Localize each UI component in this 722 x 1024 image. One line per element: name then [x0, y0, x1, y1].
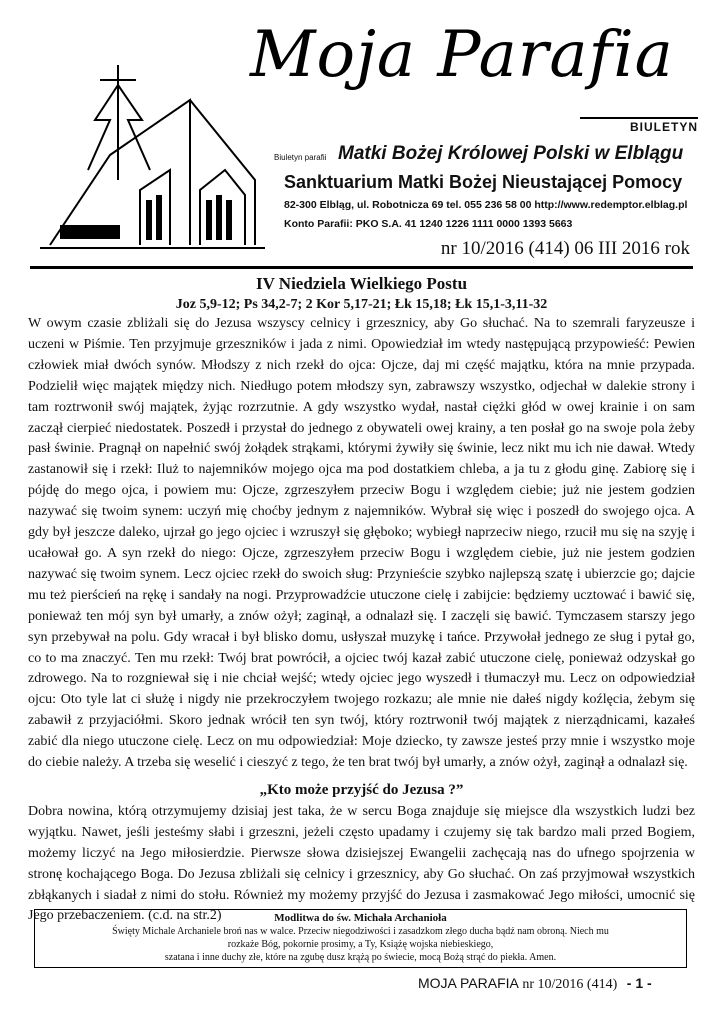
section-title: „Kto może przyjść do Jezusa ?”: [259, 781, 464, 798]
footer-publication: MOJA PARAFIA: [418, 975, 519, 991]
prayer-box: [34, 909, 687, 968]
reflection-text: Dobra nowina, którą otrzymujemy dzisiaj jest taka, że w sercu Boga znajduje się miejsce dla wszystkich ludzi bez wyjątku. Nawet, jeśli jesteśmy słabi i grzeszni, jeżeli często upadamy i czujemy się tak bardzo mali przed Bogiem, możemy liczyć na Jego miłosierdzie. Pierwsze słowa dzisiejszej Ewangelii zachęcają nas do ufnego spojrzenia w stronę kochającego Boga. Do Jezusa zbliżali się celnicy i grzesznicy, aby Go słuchać. On zaś przyjmował wszystkich zbłąkanych i siadał z nimi do stołu. Również my możemy przyjść do Jezusa i zasmakować Jego miłości, umocnić się Jego przebaczeniem. (c.d. na str.2): [28, 803, 695, 924]
header-divider: [30, 266, 693, 269]
scripture-references: Joz 5,9-12; Ps 34,2-7; 2 Kor 5,17-21; Łk 15,18; Łk 15,1-3,11-32: [175, 297, 548, 312]
prayer-line: szatana i inne duchy złe, które na zgubę dusz krążą po świecie, mocą Bożą strąć do piekła. Amen.: [164, 952, 557, 963]
page-number: - 1 -: [626, 975, 652, 991]
gospel-text: W owym czasie zbliżali się do Jezusa wszyscy celnicy i grzesznicy, aby Go słuchać. Na to szemrali faryzeusze i uczeni w Piśmie. Ten przyjmuje grzeszników i jada z nimi. Opowiedział im wtedy następującą przypowieść: Pewien człowiek miał dwóch synów. Młodszy z nich rzekł do ojca: Ojcze, daj mi część majątku, która na mnie przypada. Podzielił więc majątek między nich. Niedługo potem młodszy syn, zabrawszy wszystko, odjechał w dalekie strony i tam roztrwonił swój majątek, żyjąc rozrzutnie. A gdy wszystko wydał, nastał ciężki głód w owej krainie i on sam zaczął cierpieć niedostatek. Poszedł i przystał do jednego z obywateli owej krainy, a ten posłał go na swoje pola żeby pasł świnie. Pragnął on napełnić swój żołądek strąkami, którymi żywiły się świnie, lecz nikt mu ich nie dawał. Wtedy zastanowił się i rzekł: Iluż to najemników mojego ojca ma pod dostatkiem chleba, a ja tu z głodu ginę. Zabiorę się i pójdę do mego ojca, i powiem mu: Ojcze, zgrzeszyłem przeciw Bogu i względem ciebie; już nie jestem godzien nazywać się twoim synem: uczyń mię choćby jednym z najemników. Wybrał się więc i poszedł do swojego ojca. A gdy był jeszcze daleko, ujrzał go jego ojciec i wzruszył się głęboko; wybiegł naprzeciw niego, rzucił mu się na szyję i ucałował go. A syn rzekł do niego: Ojcze, zgrzeszyłem przeciw Bogu i względem ciebie, już nie jestem godzien nazywać się twoim synem. Lecz ojciec rzekł do swoich sług: Przynieście szybko najlepszą szatę i ubierzcie go; dajcie mu też pierścień na rękę i sandały na nogi. Przyprowadźcie utuczone cielę i zabijcie: będziemy ucztować i bawić się, ponieważ ten mój syn był umarły, a znów ożył; zaginął, a odnalazł się. I zaczęli się bawić. Tymczasem starszy jego syn przebywał na polu. Gdy wracał i był blisko domu, usłyszał muzykę i tańce. Przywołał jednego ze sług i pytał go, co to ma znaczyć. Ten mu rzekł: Twój brat powrócił, a ojciec twój kazał zabić utuczone cielę, ponieważ odzyskał go zdrowego. Na to rozgniewał się i nie chciał wejść; wtedy ojciec jego wyszedł i tłumaczył mu. Lecz on odpowiedział ojcu: Oto tyle lat ci służę i nigdy nie przekroczyłem twojego rozkazu; ale mnie nie dałeś nigdy koźlęcia, żebym się zabawił z przyjaciółmi. Skoro jednak wrócił ten syn twój, który roztrwonił twój majątek z nierządnicami, kazałeś zabić dla niego utuczone cielę. Lecz on mu odpowiedział: Moje dziecko, ty zawsze jesteś przy mnie i wszystko moje do ciebie należy. A trzeba się weselić i cieszyć z tego, że ten brat twój był umarły, a znów ożył, zaginął a odnalazł się.: [28, 316, 695, 771]
footer: [418, 975, 652, 993]
sanctuary-name: Sanktuarium Matki Bożej Nieustającej Pomocy: [284, 172, 683, 192]
prayer-line: Święty Michale Archaniele broń nas w walce. Przeciw niegodziwości i zasadzkom złego ducha bądź nam obroną. Niech mu: [112, 926, 609, 937]
parish-prefix: Biuletyn parafii: [274, 153, 327, 162]
masthead-subtitle: BIULETYN: [580, 117, 698, 134]
prayer-line: rozkaże Bóg, pokornie prosimy, a Ty, Książę wojska niebieskiego,: [227, 939, 494, 950]
article: [28, 273, 695, 927]
masthead: [0, 0, 722, 270]
parish-name: Matki Bożej Królowej Polski w Elblągu: [338, 143, 684, 164]
masthead-title: Moja Parafia: [250, 18, 674, 92]
parish-address: 82-300 Elbląg, ul. Robotnicza 69 tel. 055 236 58 00 http://www.redemptor.elblag.pl: [284, 199, 688, 211]
parish-account: Konto Parafii: PKO S.A. 41 1240 1226 1111 0000 1393 5663: [284, 218, 573, 230]
footer-issue: nr 10/2016 (414): [522, 977, 618, 992]
issue-info: nr 10/2016 (414) 06 III 2016 rok: [440, 238, 690, 259]
prayer-title: Modlitwa do św. Michała Archanioła: [274, 912, 447, 924]
church-logo-icon: [40, 60, 270, 255]
article-title: IV Niedziela Wielkiego Postu: [255, 274, 468, 293]
